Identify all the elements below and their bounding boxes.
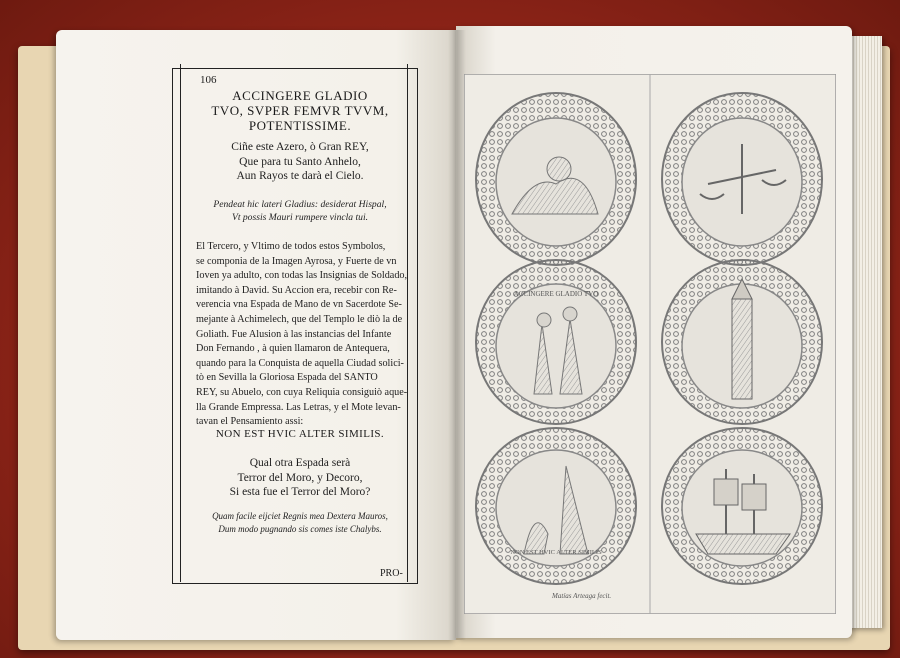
- body-line: El Tercero, y Vltimo de todos estos Symbolos,: [196, 241, 386, 252]
- latin-line: Vt possis Mauri rumpere vincla tui.: [231, 212, 369, 223]
- latin-line: Pendeat hic lateri Gladius: desiderat Hispal,: [213, 199, 387, 210]
- medallion-ship: [662, 428, 822, 584]
- engraving-plate: [464, 74, 836, 614]
- spanish-verse-1: [190, 140, 410, 184]
- medallion-swordbearer: [476, 260, 636, 424]
- medallion-priest: [476, 428, 636, 584]
- body-line: mejante à Achimelech, que del Templo le diò la de: [196, 313, 403, 325]
- body-line: lla Grande Empressa. Las Letras, y el Mote levan-: [196, 401, 401, 413]
- medallion-caption: NON EST HVIC ALTER SIMILIS: [510, 549, 602, 556]
- motto: NON EST HVIC ALTER SIMILIS.: [215, 428, 385, 440]
- medallion-caption: ACCINGERE GLADIO TVO: [513, 290, 599, 298]
- verse-line: Aun Rayos te darà el Cielo.: [236, 170, 364, 182]
- verse-line: Terror del Moro, y Decoro,: [237, 471, 363, 484]
- body-line: Ioven ya adulto, con todas las Insignias de Soldado,: [196, 270, 408, 282]
- body-line: quando para la Conquista de aquella Ciudad solici-: [196, 357, 404, 369]
- catchword: PRO-: [380, 568, 403, 579]
- latin-couplet-2: [190, 510, 410, 536]
- verse-line: Qual otra Espada serà: [249, 457, 351, 469]
- body-line: imitando à David. Su Accion era, recebir con Re-: [196, 284, 397, 296]
- latin-line: Dum modo pugnando sis comes iste Chalybs.: [218, 524, 382, 534]
- verse-line: Si esta fue el Terror del Moro?: [229, 486, 371, 498]
- body-line: Goliath. Fue Alusion à las instancias del Infante: [196, 328, 392, 340]
- engraver-signature: Matías Arteaga fecit.: [552, 592, 612, 600]
- body-line: REY, su Abuelo, con cuya Reliquia consiguiò aque-: [196, 386, 408, 398]
- body-line: verencia vna Espada de Mano de vn Sacerdote Se-: [196, 299, 402, 311]
- medallion-scales: [662, 93, 822, 265]
- page-number: 106: [200, 74, 217, 86]
- body-paragraph: [196, 240, 410, 430]
- heading-line: POTENTISSIME.: [248, 118, 352, 133]
- engraving-illustration: [464, 74, 836, 614]
- body-line: tavan el Pensamiento assi:: [196, 416, 304, 428]
- body-line: se componia de la Imagen Ayrosa, y Fuerte de vn: [196, 255, 397, 267]
- verse-line: Ciñe este Azero, ò Gran REY,: [231, 141, 369, 153]
- body-line: Don Fernando , à quien llamaron de Antequera,: [196, 343, 390, 355]
- verse-line: Que para tu Santo Anhelo,: [239, 155, 361, 168]
- body-line: tò en Sevilla la Gloriosa Espada del SANTO: [196, 372, 378, 384]
- page-heading: [190, 88, 410, 133]
- medallion-lion: [476, 93, 636, 265]
- heading-line: ACCINGERE GLADIO: [232, 88, 368, 103]
- latin-couplet-1: [190, 198, 410, 224]
- medallion-tower: [662, 260, 822, 424]
- latin-line: Quam facile eijciet Regnis mea Dextera Mauros,: [212, 511, 388, 521]
- spanish-verse-2: [190, 456, 410, 500]
- heading-line: TVO, SVPER FEMVR TVVM,: [211, 103, 389, 118]
